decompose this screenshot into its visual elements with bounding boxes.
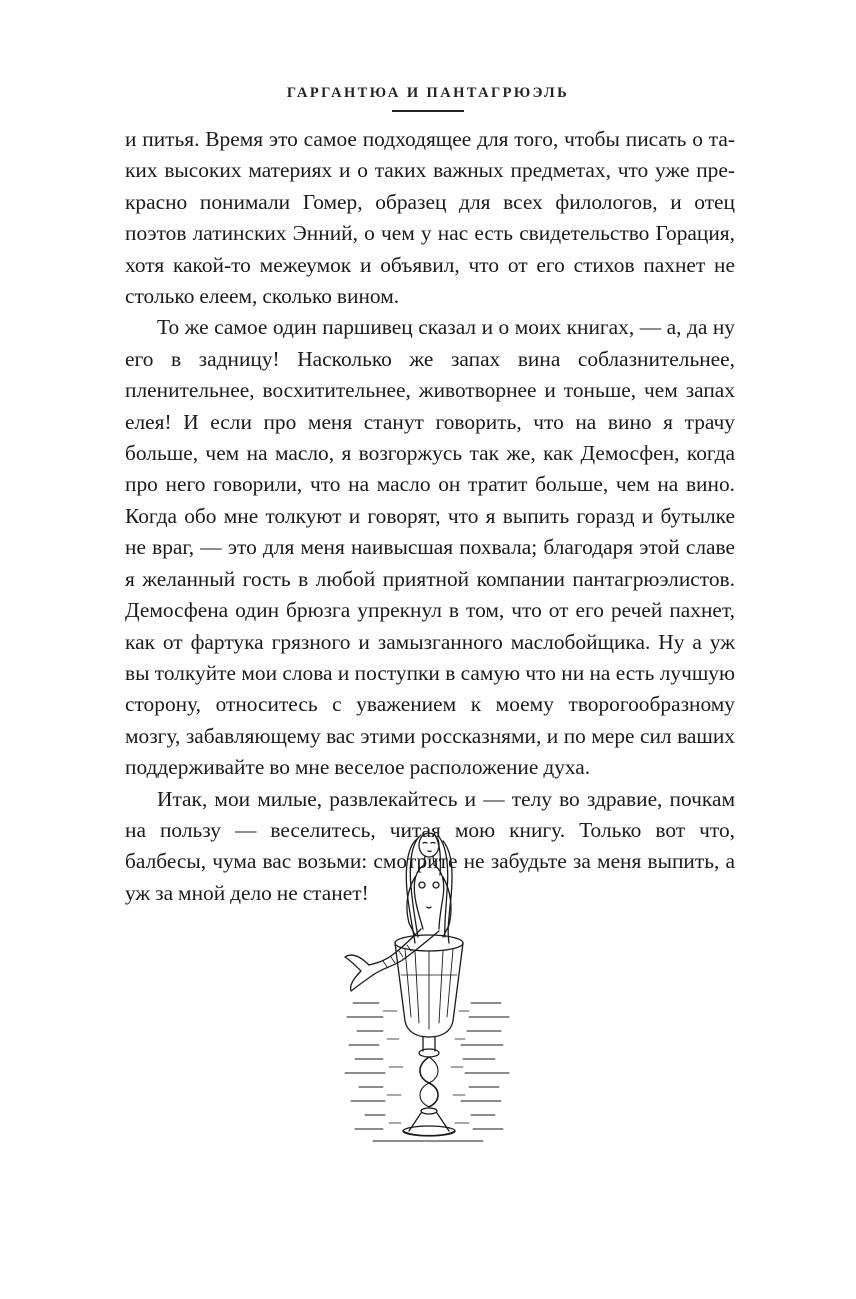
running-title: ГАРГАНТЮА И ПАНТАГРЮЭЛЬ: [286, 85, 570, 101]
header-rule: [392, 110, 464, 112]
running-header: [0, 84, 856, 112]
paragraph-continuation: и питья. Время это самое подходящее для того, чтобы писать о таких высоких материях и о таких важных предметах, что уже прекрасно понимали Гомер, образец для всех филологов, и отец поэтов латинских Энний, о чем у нас есть свидетельство Горация, хотя какой-то межеумок и объявил, что от его стихов пахнет не столько елеем, сколько вином.: [125, 127, 735, 309]
paragraph-demosthenes: То же самое один паршивец сказал и о моих книгах, — а, да ну его в задницу! Насколько же запах вина соблазнительнее, пленительнее, восхитительнее, животворнее и тоньше, чем запах елея! И если про меня станут говорить, что на вино я трачу больше, чем на масло, я возгоржусь так же, как Демосфен, когда про него говорили, что на масло он тратит больше, чем на вино. Когда обо мне толкуют и говорят, что я выпить горазд и бутылке не враг, — это для меня наивысшая похвала; благодаря этой славе я желанный гость в любой приятной компании пантагрюэлистов. Демосфена один брюзга упрекнул в том, что от его речей пахнет, как от фартука грязного и замызганного маслобойщика. Ну а уж вы толкуйте мои слова и поступки в самую что ни на есть лучшую сторону, относитесь с уважением к моему творогообразному мозгу, забавляющему вас этими россказнями, и по мере сил ваших поддерживайте во мне веселое расположение духа.: [125, 315, 735, 780]
paragraph-closing: Итак, мои милые, развлекайтесь и — телу во здравие, почкам на пользу — веселитесь, читая мою книгу. Только вот что, балбесы, чума вас возьми: смотрите не забудьте за меня выпить, а уж за мной дело не станет!: [125, 786, 735, 905]
text-block: [125, 124, 735, 909]
mermaid-on-goblet-icon: [343, 825, 513, 1145]
